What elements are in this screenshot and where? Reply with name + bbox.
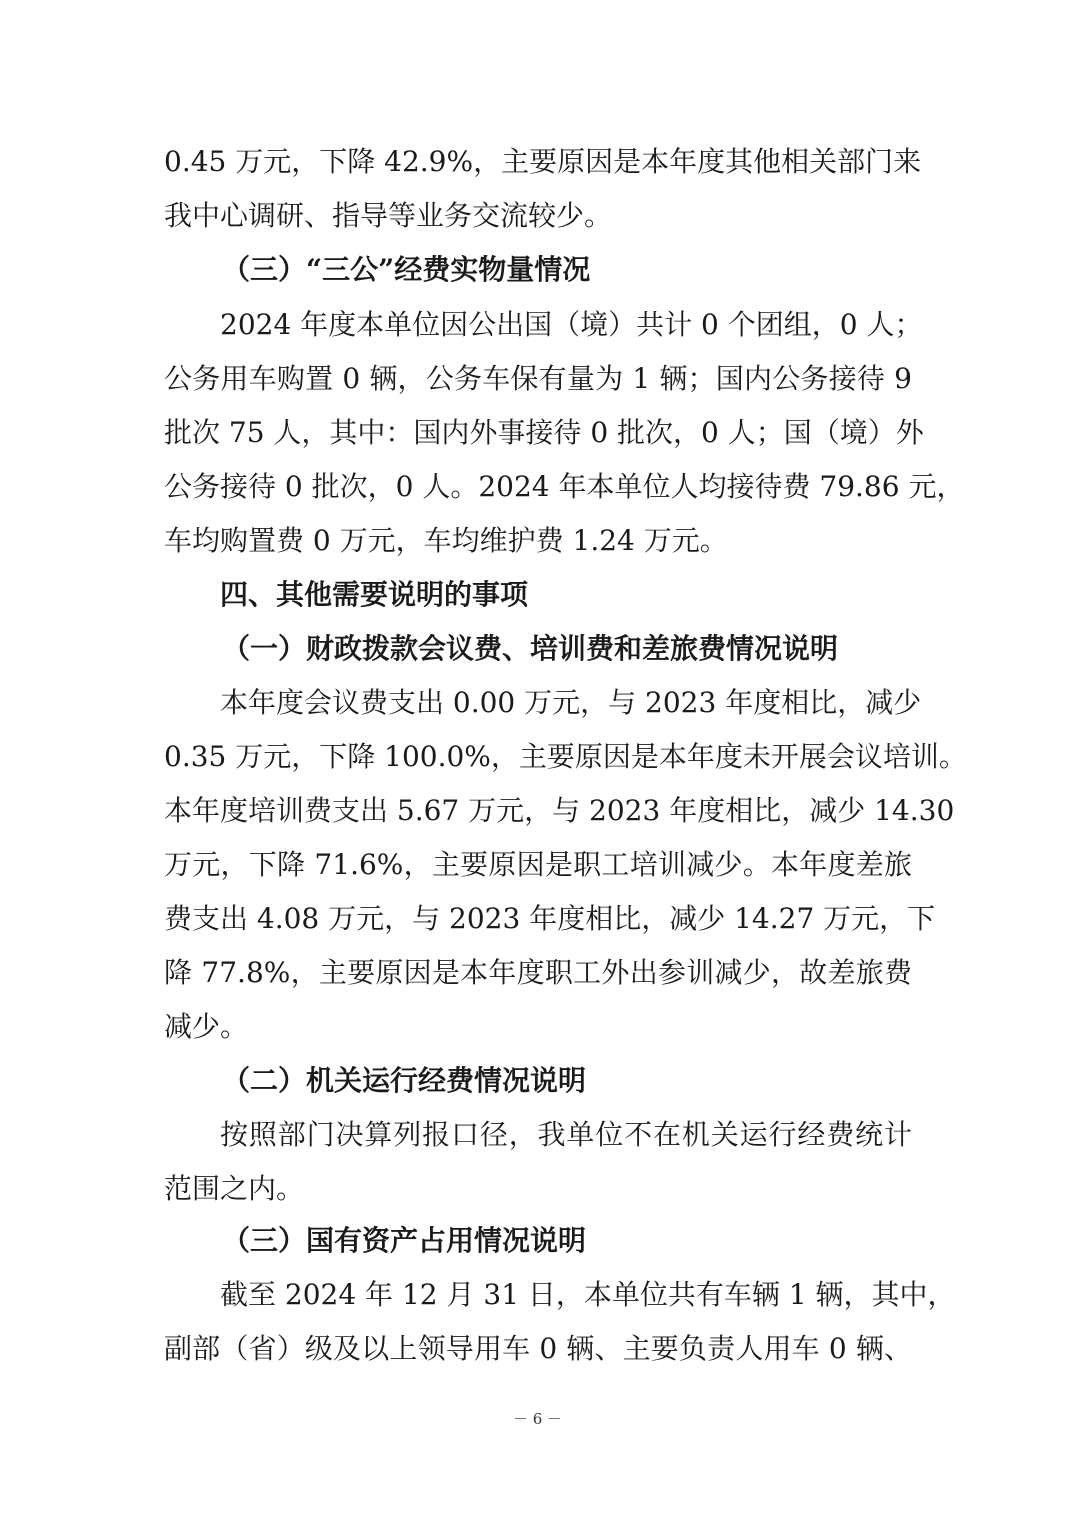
paragraph-line: 费支出 4.08 万元，与 2023 年度相比，减少 14.27 万元，下 xyxy=(164,902,936,935)
section-heading-4: 四、其他需要说明的事项 xyxy=(220,578,529,611)
subsection-heading-2: （二）机关运行经费情况说明 xyxy=(222,1064,587,1097)
paragraph-line: 车均购置费 0 万元，车均维护费 1.24 万元。 xyxy=(164,524,728,557)
paragraph-line: 批次 75 人，其中：国内外事接待 0 批次，0 人；国（境）外 xyxy=(164,416,924,449)
page-number: － 6 － xyxy=(512,1410,563,1428)
paragraph-line: 0.45 万元，下降 42.9%，主要原因是本年度其他相关部门来 xyxy=(164,145,922,178)
paragraph-line: 减少。 xyxy=(164,1010,249,1043)
paragraph-line: 降 77.8%，主要原因是本年度职工外出参训减少，故差旅费 xyxy=(164,956,912,989)
paragraph-line: 本年度会议费支出 0.00 万元，与 2023 年度相比，减少 xyxy=(220,686,922,719)
paragraph-line: 公务用车购置 0 辆，公务车保有量为 1 辆；国内公务接待 9 xyxy=(164,362,912,395)
paragraph-line: 副部（省）级及以上领导用车 0 辆、主要负责人用车 0 辆、 xyxy=(164,1332,912,1365)
paragraph-line: 范围之内。 xyxy=(164,1172,305,1205)
paragraph-line: 公务接待 0 批次，0 人。2024 年本单位人均接待费 79.86 元， xyxy=(164,470,965,503)
section-heading-sangong: （三）“三公”经费实物量情况 xyxy=(222,253,591,286)
paragraph-line: 万元，下降 71.6%，主要原因是职工培训减少。本年度差旅 xyxy=(164,848,912,881)
paragraph-line: 我中心调研、指导等业务交流较少。 xyxy=(164,199,613,232)
paragraph-line: 本年度培训费支出 5.67 万元，与 2023 年度相比，减少 14.30 xyxy=(164,794,955,827)
paragraph-line: 0.35 万元，下降 100.0%，主要原因是本年度未开展会议培训。 xyxy=(164,740,967,773)
paragraph-line: 截至 2024 年 12 月 31 日，本单位共有车辆 1 辆，其中， xyxy=(220,1278,956,1311)
paragraph-line: 按照部门决算列报口径，我单位不在机关运行经费统计 xyxy=(220,1118,912,1151)
subsection-heading-3: （三）国有资产占用情况说明 xyxy=(222,1224,587,1257)
paragraph-line: 2024 年度本单位因公出国（境）共计 0 个团组，0 人； xyxy=(220,308,923,341)
subsection-heading-1: （一）财政拨款会议费、培训费和差旅费情况说明 xyxy=(222,632,839,665)
